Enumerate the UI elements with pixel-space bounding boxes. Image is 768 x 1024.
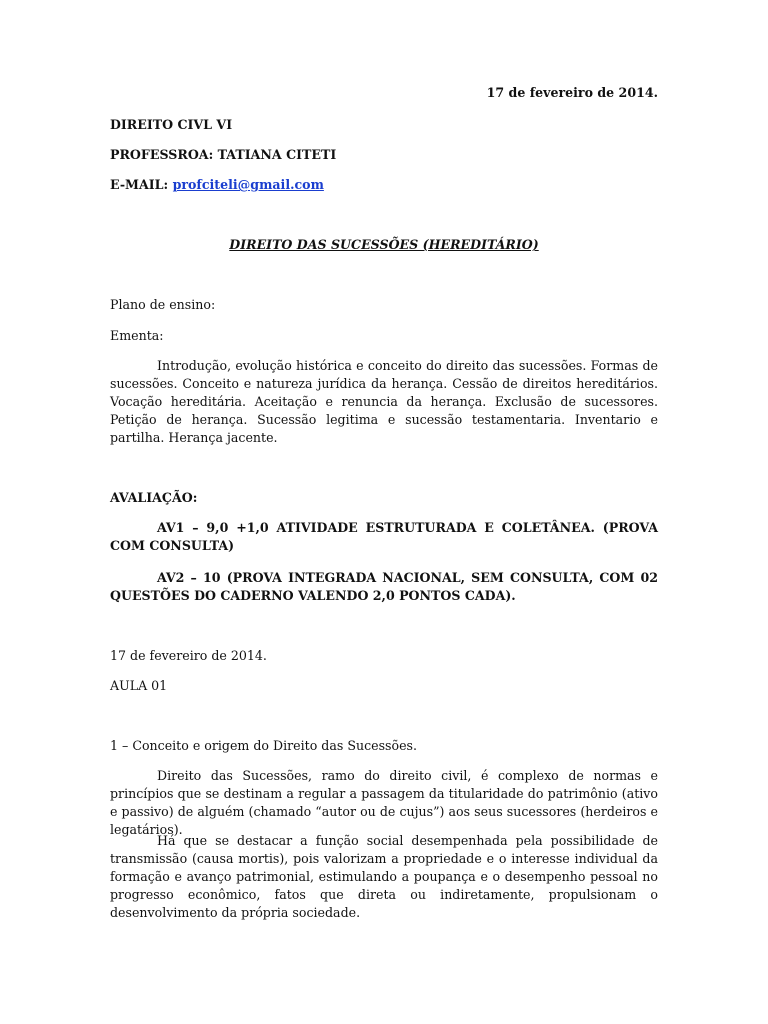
- header-date: 17 de fevereiro de 2014.: [486, 85, 658, 100]
- email-line: [110, 176, 658, 194]
- aula-date: 17 de fevereiro de 2014.: [110, 648, 267, 663]
- section-heading: 1 – Conceito e origem do Direito das Sucessões.: [110, 738, 417, 753]
- aula-label: AULA 01: [110, 678, 168, 693]
- document-title: DIREITO DAS SUCESSÕES (HEREDITÁRIO): [229, 237, 539, 252]
- avaliacao-label: AVALIAÇÃO:: [110, 490, 198, 505]
- email-label: E-MAIL:: [110, 177, 173, 192]
- ementa-label: Ementa:: [110, 328, 164, 343]
- paragraph-2: Há que se destacar a função social desempenhada pela possibilidade de transmissão (causa mortis), pois valorizam a propriedade e o interesse individual da formação e avanço patrimonial, estimulando a poupança e o desempenho pessoal no progresso econômico, fatos que direta ou indiretamente, propulsionam o desenvolvimento da própria sociedade.: [110, 833, 658, 920]
- ementa-text: Introdução, evolução histórica e conceito do direito das sucessões. Formas de sucessões. Conceito e natureza jurídica da herança. Cessão de direitos hereditários. Vocação hereditária. Aceitação e renuncia da herança. Exclusão de sucessores. Petição de herança. Sucessão legitima e sucessão testamentaria. Inventario e partilha. Herança jacente.: [110, 358, 658, 445]
- av2-text: AV2 – 10 (PROVA INTEGRADA NACIONAL, SEM CONSULTA, COM 02 QUESTÕES DO CADERNO VALENDO 2,0 PONTOS CADA).: [110, 570, 658, 603]
- course-name: DIREITO CIVL VI: [110, 117, 233, 132]
- av1-text: AV1 – 9,0 +1,0 ATIVIDADE ESTRUTURADA E COLETÂNEA. (PROVA COM CONSULTA): [110, 520, 658, 553]
- professor-name: PROFESSROA: TATIANA CITETI: [110, 147, 337, 162]
- email-link[interactable]: profciteli@gmail.com: [172, 177, 324, 192]
- plano-label: Plano de ensino:: [110, 297, 216, 312]
- paragraph-1: Direito das Sucessões, ramo do direito civil, é complexo de normas e princípios que se destinam a regular a passagem da titularidade do patrimônio (ativo e passivo) de alguém (chamado “autor ou de cujus”) aos seus sucessores (herdeiros e legatários).: [110, 768, 658, 837]
